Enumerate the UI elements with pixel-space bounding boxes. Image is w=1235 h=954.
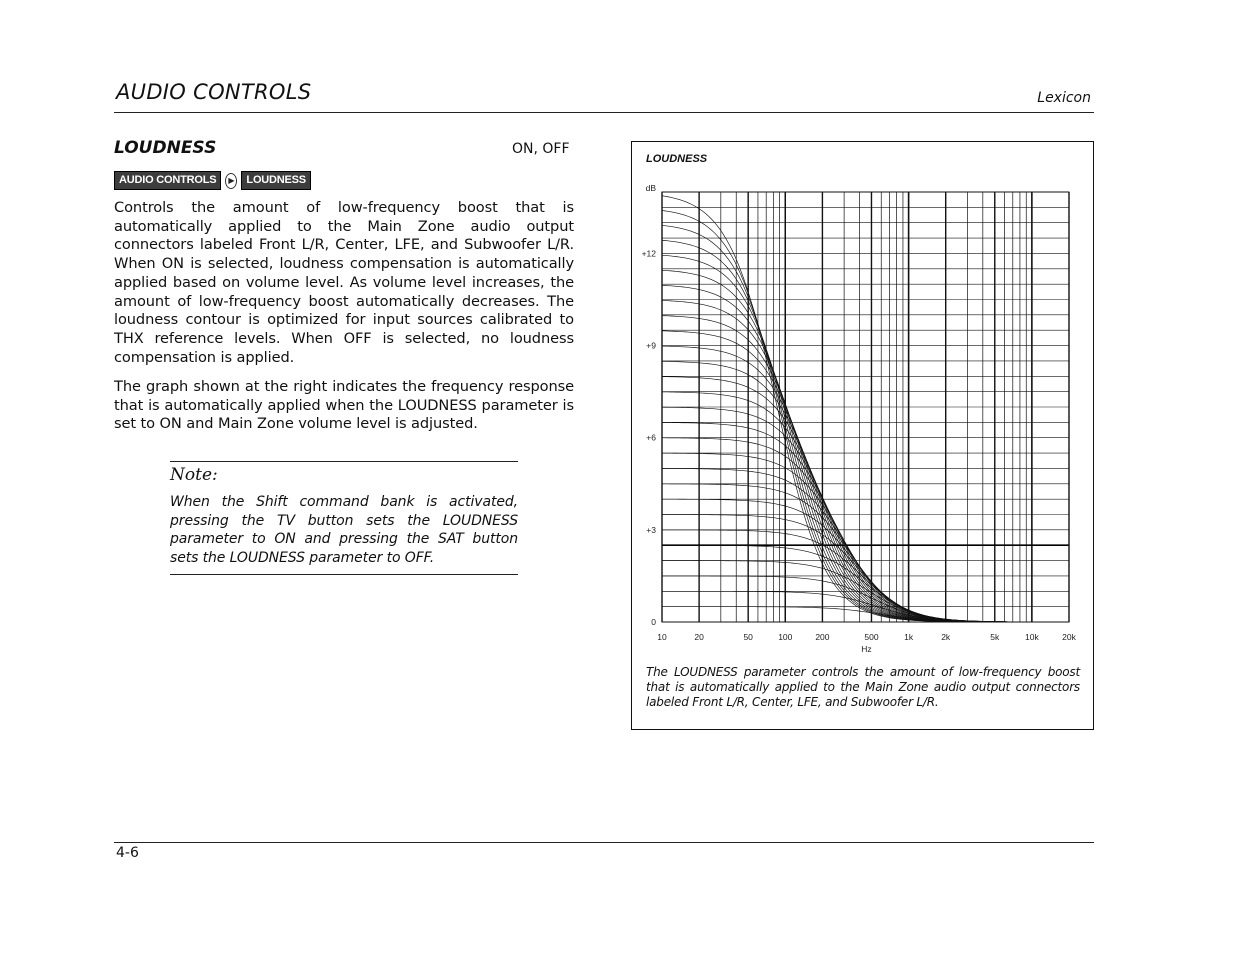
figure-caption: The LOUDNESS parameter controls the amount of low-frequency boost that is automatically applied to the Main Zone audio output connectors labeled Front L/R, Center, LFE, and Subwoofer L/R. [646,665,1080,710]
x-axis-label: Hz [861,644,872,654]
loudness-curve-curve-26 [662,225,1069,622]
loudness-curve-curve-17 [662,361,1069,622]
y-tick-label: +9 [646,340,656,351]
loudness-curve-curve-24 [662,255,1069,622]
y-tick-label: +12 [641,248,656,259]
y-tick-label: +6 [646,432,656,443]
page-number: 4-6 [116,845,139,861]
graph-intro-paragraph: The graph shown at the right indicates the frequency response that is automatically applied when the LOUDNESS parameter is set to ON and Main Zone volume level is adjusted. [114,378,574,433]
x-tick-label: 20k [1062,632,1076,642]
parameter-title: LOUDNESS [114,138,217,158]
loudness-curve-curve-22 [662,285,1069,622]
y-tick-label: +3 [646,524,656,535]
loudness-curve-curve-25 [662,240,1069,622]
x-tick-label: 1k [904,632,914,642]
figure-title: LOUDNESS [646,153,708,165]
header-rule [114,112,1094,113]
loudness-curve-curve-1 [662,607,1069,622]
loudness-curve-curve-15 [662,392,1069,622]
x-tick-label: 200 [815,632,830,642]
loudness-curve-curve-23 [662,270,1069,622]
menu-path [114,172,311,189]
arrow-right-icon: ▶ [225,173,237,189]
x-tick-label: 50 [743,632,753,642]
x-tick-label: 20 [694,632,704,642]
note-title: Note: [170,465,218,485]
section-title: AUDIO CONTROLS [116,80,312,104]
loudness-curve-curve-28 [662,196,1069,622]
brand-name: Lexicon [1037,90,1091,106]
y-tick-label: 0 [651,617,656,627]
x-tick-label: 2k [941,632,951,642]
loudness-curve-curve-7 [662,515,1069,622]
x-tick-label: 10k [1025,632,1039,642]
footer-rule [114,842,1094,843]
x-tick-label: 500 [864,632,879,642]
x-tick-label: 100 [778,632,793,642]
x-tick-label: 5k [990,632,1000,642]
note-body: When the Shift command bank is activated, pressing the TV button sets the LOUDNESS parameter to ON and pressing the SAT button sets the LOUDNESS parameter to OFF. [170,494,518,566]
parameter-values: ON, OFF [512,141,570,157]
x-tick-label: 10 [657,632,667,642]
loudness-curve-curve-13 [662,423,1069,622]
menu-chip-loudness: LOUDNESS [241,171,311,190]
note-box [170,461,518,575]
loudness-chart [631,141,1092,661]
menu-chip-audio-controls: AUDIO CONTROLS [114,171,221,190]
y-axis-label: dB [645,183,656,193]
description-paragraph: Controls the amount of low-frequency boost that is automatically applied to the Main Zone audio output connectors labeled Front L/R, Center, LFE, and Subwoofer L/R. When ON is selected, loudness compensation is automatically applied based on volume level. As volume level increases, the amount of low-frequency boost automatically decreases. The loudness contour is optimized for input sources calibrated to THX reference levels. When OFF is selected, no loudness compensation is applied. [114,199,574,366]
